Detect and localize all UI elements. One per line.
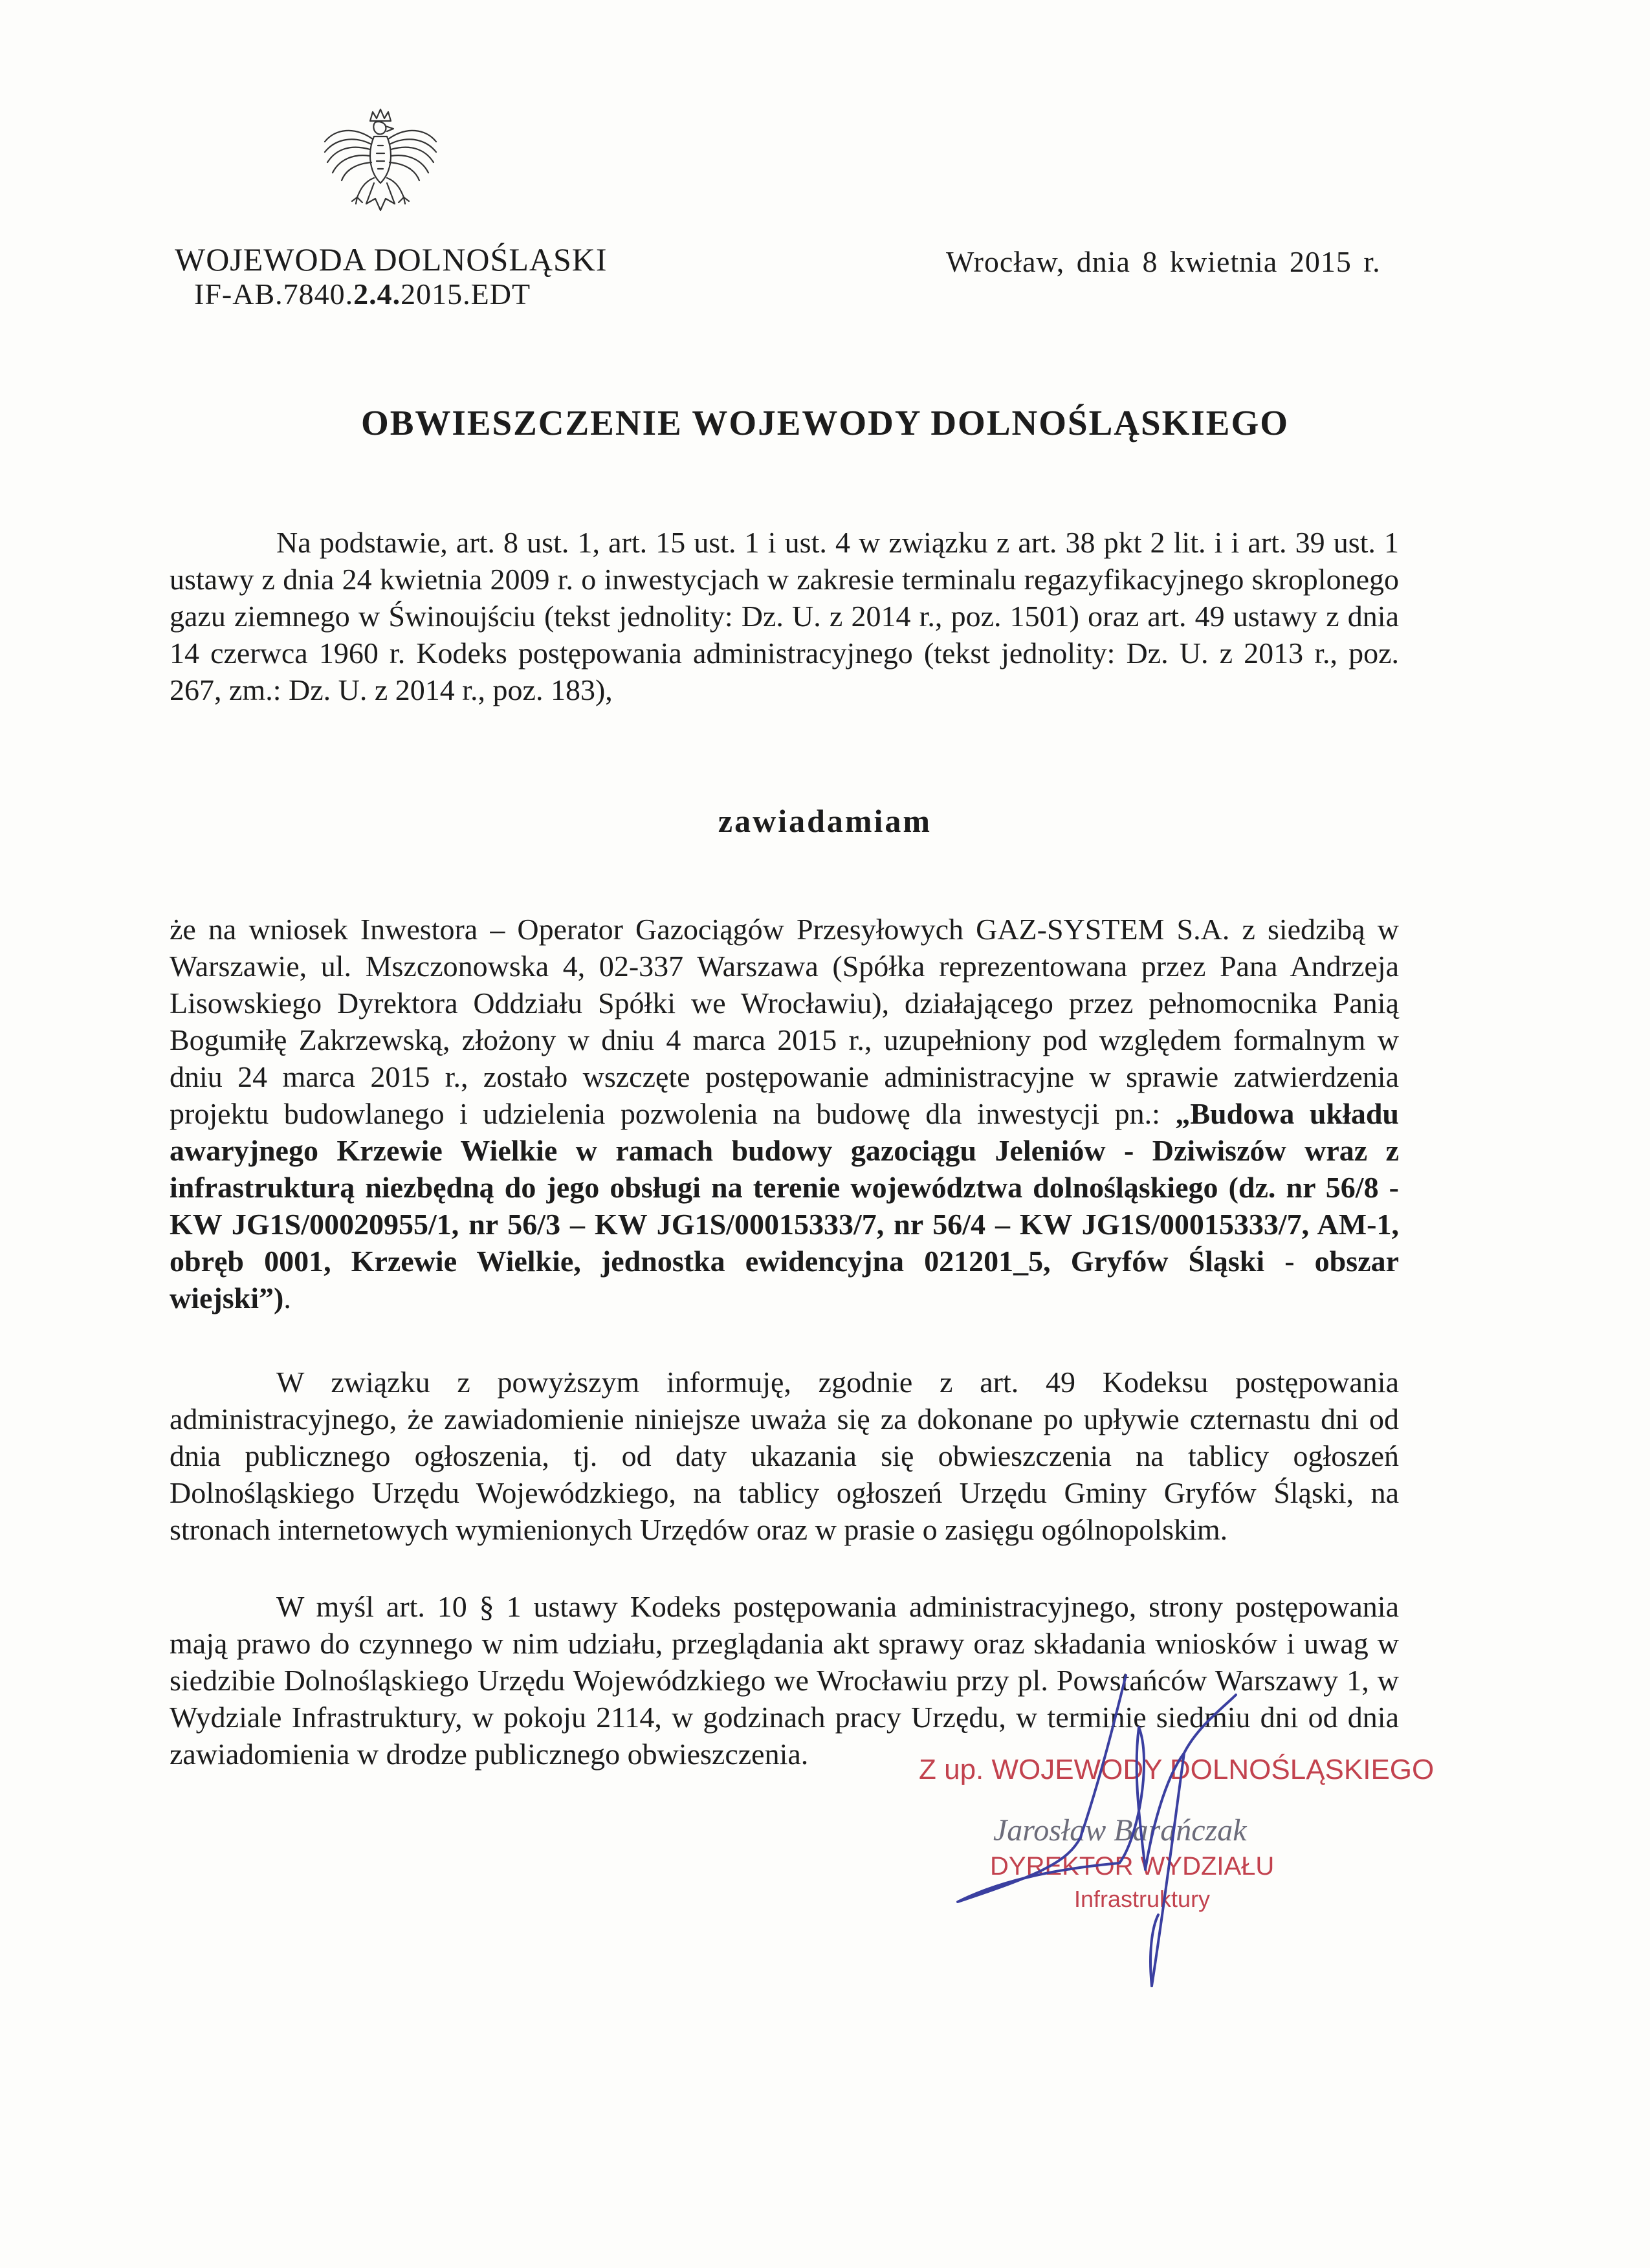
stamp-line-1: Z up. WOJEWODY DOLNOŚLĄSKIEGO (919, 1754, 1435, 1785)
issuing-authority: WOJEWODA DOLNOŚLĄSKI (175, 241, 608, 278)
stamp-line-3: DYREKTOR WYDZIAŁU (990, 1852, 1275, 1881)
notice-paragraph-end: . (283, 1281, 291, 1314)
effect-paragraph: W związku z powyższym informuję, zgodnie z art. 49 Kodeksu postępowania administracyjnego, że zawiadomienie niniejsze uważa się za dokonane po upływie czternastu dni od dnia publicznego ogłoszenia, tj. od daty ukazania się obwieszczenia na tablicy ogłoszeń Dolnośląskiego Urzędu Wojewódzkiego, na tablicy ogłoszeń Urzędu Gminy Gryfów Śląski, na stronach internetowych wymienionych Urzędów oraz w prasie o zasięgu ogólnopolskim. (170, 1366, 1399, 1546)
reference-number-suffix: 2015.EDT (401, 278, 531, 311)
coat-of-arms-eagle-icon (316, 107, 445, 236)
rights-paragraph: W myśl art. 10 § 1 ustawy Kodeks postępowania administracyjnego, strony postępowania mają prawo do czynnego w nim udziału, przeglądania akt sprawy oraz składania wniosków i uwag w siedzibie Dolnośląskiego Urzędu Wojewódzkiego we Wrocławiu przy pl. Powstańców Warszawy 1, w Wydziale Infrastruktury, w pokoju 2114, w godzinach pracy Urzędu, w terminie siedmiu dni od dnia zawiadomienia w drodze publicznego obwieszczenia. (170, 1590, 1399, 1771)
place-and-date: Wrocław, dnia 8 kwietnia 2015 r. (946, 245, 1381, 278)
notice-heading: zawiadamiam (718, 803, 932, 839)
document-title: OBWIESZCZENIE WOJEWODY DOLNOŚLĄSKIEGO (360, 403, 1290, 442)
notice-paragraph (170, 911, 1399, 1316)
investment-name: „Budowa układu awaryjnego Krzewie Wielkie w ramach budowy gazociągu Jeleniów - Dziwiszów wraz z infrastrukturą niezbędną do jego obsługi na terenie województwa dolnośląskiego (dz. nr 56/8 - KW JG1S/00020955/1, nr 56/3 – KW JG1S/00015333/7, nr 56/4 – KW JG1S/00015333/7, AM-1, obręb 0001, Krzewie Wielkie, jednostka ewidencyjna 021201_5, Gryfów Śląski - obszar wiejski”) (170, 1097, 1400, 1314)
stamp-line-4: Infrastruktury (1074, 1886, 1211, 1912)
legal-basis-paragraph: Na podstawie, art. 8 ust. 1, art. 15 ust. 1 i ust. 4 w związku z art. 38 pkt 2 lit. i i art. 39 ust. 1 ustawy z dnia 24 kwietnia 2009 r. o inwestycjach w zakresie terminalu regazyfikacyjnego skroplonego gazu ziemnego w Świnoujściu (tekst jednolity: Dz. U. z 2014 r., poz. 1501) oraz art. 49 ustawy z dnia 14 czerwca 1960 r. Kodeks postępowania administracyjnego (tekst jednolity: Dz. U. z 2013 r., poz. 267, zm.: Dz. U. z 2014 r., poz. 183), (170, 526, 1399, 706)
reference-number-prefix: IF-AB.7840. (194, 278, 354, 311)
reference-number (194, 277, 531, 311)
official-stamp-signature (919, 1565, 1501, 2212)
stamp-signatory-name: Jarosław Barańczak (993, 1813, 1247, 1848)
notice-paragraph-text: że na wniosek Inwestora – Operator Gazociągów Przesyłowych GAZ-SYSTEM S.A. z siedzibą w Warszawie, ul. Mszczonowska 4, 02-337 Warszawa (Spółka reprezentowana przez Pana Andrzeja Lisowskiego Dyrektora Oddziału Spółki we Wrocławiu), działającego przez pełnomocnika Panią Bogumiłę Zakrzewską, złożony w dniu 4 marca 2015 r., uzupełniony pod względem formalnym w dniu 24 marca 2015 r., zostało wszczęte postępowanie administracyjne w sprawie zatwierdzenia projektu budowlanego i udzielenia pozwolenia na budowę dla inwestycji pn.: (170, 913, 1399, 1130)
reference-number-case: 2.4. (353, 278, 401, 311)
